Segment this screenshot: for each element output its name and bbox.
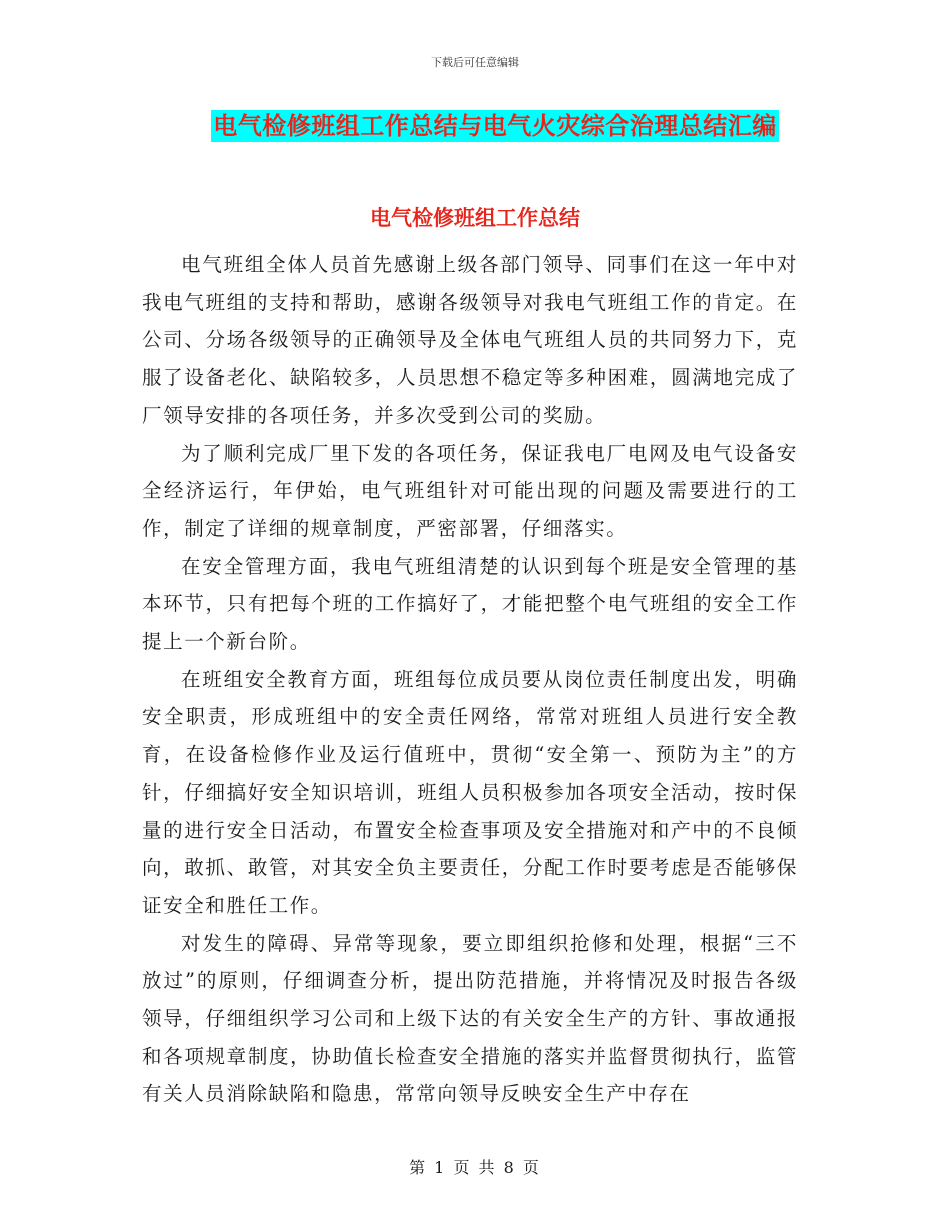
section-title: 电气检修班组工作总结 — [370, 206, 580, 230]
body-paragraph: 为了顺利完成厂里下发的各项任务，保证我电厂电网及电气设备安全经济运行，年伊始，电气班组针对可能出现的问题及需要进行的工作，制定了详细的规章制度，严密部署，仔细落实。 — [142, 441, 798, 540]
document-title: 电气检修班组工作总结与电气火灾综合治理总结汇编 — [213, 112, 777, 140]
page-header-note: 下载后可任意编辑 — [431, 56, 519, 69]
main-title-container — [0, 110, 950, 142]
body-paragraph: 电气班组全体人员首先感谢上级各部门领导、同事们在这一年中对我电气班组的支持和帮助，感谢各级领导对我电气班组工作的肯定。在公司、分场各级领导的正确领导及全体电气班组人员的共同努力下，克服了设备老化、缺陷较多，人员思想不稳定等多种困难，圆满地完成了厂领导安排的各项任务，并多次受到公司的奖励。 — [142, 253, 798, 427]
body-paragraph: 对发生的障碍、异常等现象，要立即组织抢修和处理，根据“三不放过”的原则，仔细调查分析，提出防范措施，并将情况及时报告各级领导，仔细组织学习公司和上级下达的有关安全生产的方针、事故通报和各项规章制度，协助值长检查安全措施的落实并监督贯彻执行，监管有关人员消除缺陷和隐患，常常向领导反映安全生产中存在 — [142, 931, 798, 1106]
page-number-footer: 第 1 页 共 8 页 — [409, 1158, 541, 1177]
document-body — [142, 246, 798, 1113]
body-paragraph: 在班组安全教育方面，班组每位成员要从岗位责任制度出发，明确安全职责，形成班组中的安全责任网络，常常对班组人员进行安全教育，在设备检修作业及运行值班中，贯彻“安全第一、预防为主”的方针，仔细搞好安全知识培训，班组人员积极参加各项安全活动，按时保量的进行安全日活动，布置安全检查事项及安全措施对和产中的不良倾向，敢抓、敢管，对其安全负主要责任，分配工作时要考虑是否能够保证安全和胜任工作。 — [142, 667, 798, 917]
body-paragraph: 在安全管理方面，我电气班组清楚的认识到每个班是安全管理的基本环节，只有把每个班的工作搞好了，才能把整个电气班组的安全工作提上一个新台阶。 — [142, 554, 798, 654]
